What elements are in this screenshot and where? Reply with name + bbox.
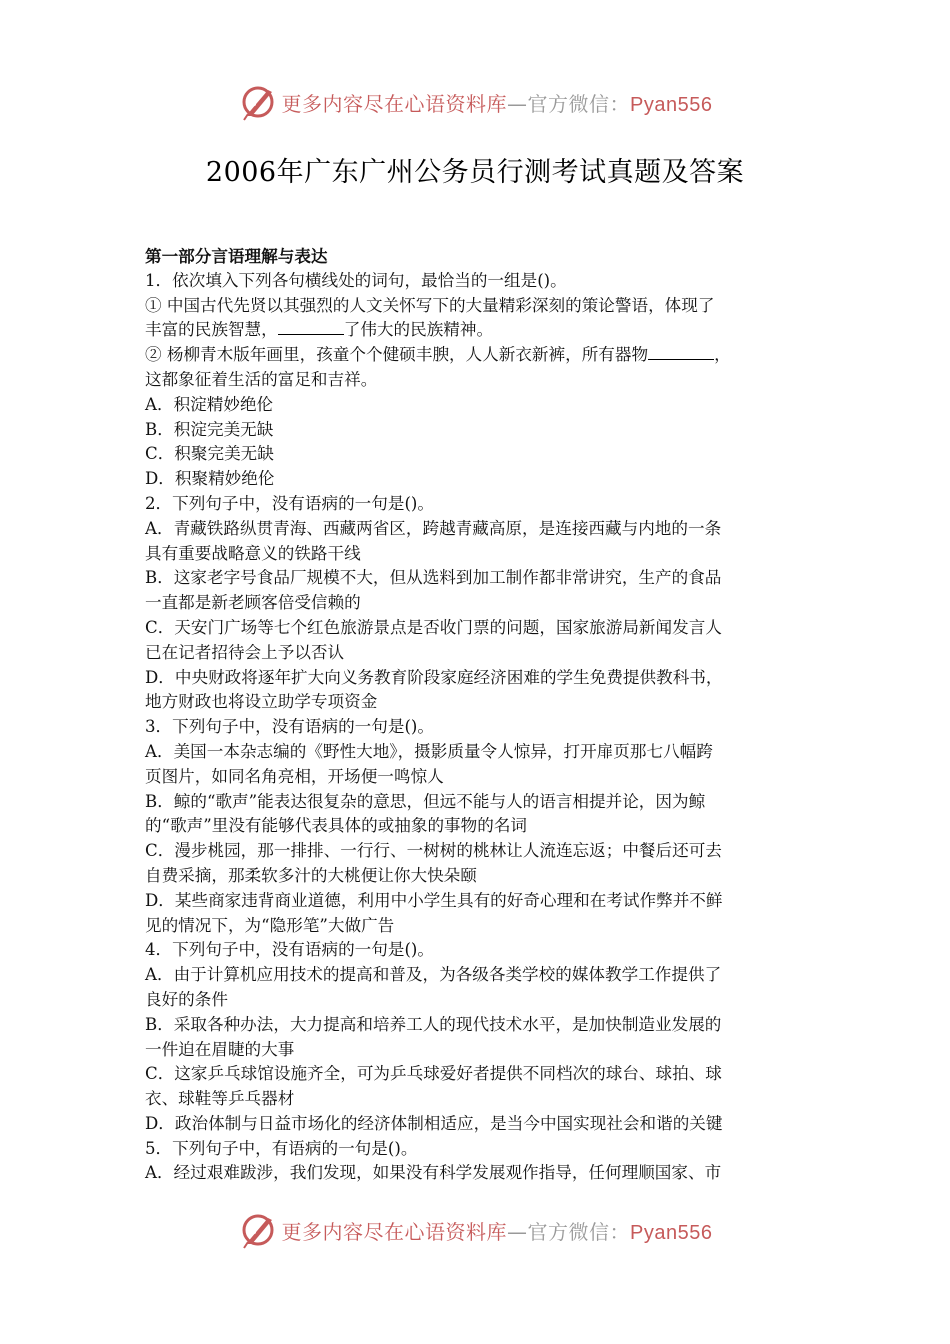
section-heading: 第一部分言语理解与表达 xyxy=(145,246,328,266)
q2-option-a-line-2: 具有重要战略意义的铁路干线 xyxy=(145,543,361,563)
q3-option-d-line-1: D．某些商家违背商业道德，利用中小学生具有的好奇心理和在考试作弊并不鲜 xyxy=(145,890,723,910)
q4-option-a-line-2: 良好的条件 xyxy=(145,989,228,1009)
banner-wechat-id: Pyan556 xyxy=(630,93,713,116)
q1-option-c: C．积聚完美无缺 xyxy=(145,444,274,464)
q3-option-a-line-1: A．美国一本杂志编的《野性大地》，摄影质量令人惊异，打开扉页那七八幅跨 xyxy=(145,741,713,761)
q1-sentence-1-prefix: 丰富的民族智慧， xyxy=(145,320,278,340)
q2-option-b-line-1: B．这家老字号食品厂规模不大，但从选料到加工制作都非常讲究，生产的食品 xyxy=(145,568,722,588)
q4-stem: 4．下列句子中，没有语病的一句是()。 xyxy=(145,940,435,960)
q2-option-d-line-2: 地方财政也将设立助学专项资金 xyxy=(145,692,378,712)
q2-option-c-line-2: 已在记者招待会上予以否认 xyxy=(145,642,345,662)
q1-option-a: A．积淀精妙绝伦 xyxy=(145,394,274,414)
banner-wechat-label: 官方微信： xyxy=(527,1219,631,1244)
q1-sentence-2-line-2: 这都象征着生活的富足和吉祥。 xyxy=(145,369,378,389)
q1-sentence-1-line-2 xyxy=(145,318,810,343)
q4-option-b-line-1: B．采取各种办法，大力提高和培养工人的现代技术水平，是加快制造业发展的 xyxy=(145,1014,722,1034)
banner-wechat-id: Pyan556 xyxy=(630,1221,713,1244)
q4-option-a-line-1: A．由于计算机应用技术的提高和普及，为各级各类学校的媒体教学工作提供了 xyxy=(145,965,722,985)
q1-option-b: B．积淀完美无缺 xyxy=(145,419,274,439)
q2-stem: 2．下列句子中，没有语病的一句是()。 xyxy=(145,493,435,513)
q4-option-b-line-2: 一件迫在眉睫的大事 xyxy=(145,1039,295,1059)
footer-banner xyxy=(0,1208,950,1252)
fill-blank xyxy=(278,319,344,335)
q4-option-c-line-1: C．这家乒乓球馆设施齐全，可为乒乓球爱好者提供不同档次的球台、球拍、球 xyxy=(145,1064,722,1084)
fill-blank xyxy=(648,344,714,360)
q4-option-d-line-1: D．政治体制与日益市场化的经济体制相适应，是当今中国实现社会和谐的关键 xyxy=(145,1113,723,1133)
q1-stem: 1．依次填入下列各句横线处的词句，最恰当的一组是()。 xyxy=(145,270,567,290)
q3-option-b-line-1: B．鲸的“歌声”能表达很复杂的意思，但远不能与人的语言相提并论，因为鲸 xyxy=(145,791,706,811)
q2-option-c-line-1: C．天安门广场等七个红色旅游景点是否收门票的问题，国家旅游局新闻发言人 xyxy=(145,617,722,637)
banner-main-text: 更多内容尽在心语资料库 xyxy=(281,1219,508,1244)
q2-option-d-line-1: D．中央财政将逐年扩大向义务教育阶段家庭经济困难的学生免费提供教科书， xyxy=(145,667,723,687)
q1-sentence-2-comma: ， xyxy=(714,345,731,365)
q5-stem: 5．下列句子中，有语病的一句是()。 xyxy=(145,1138,418,1158)
q2-option-a-line-1: A．青藏铁路纵贯青海、西藏两省区，跨越青藏高原，是连接西藏与内地的一条 xyxy=(145,518,722,538)
q1-option-d: D．积聚精妙绝伦 xyxy=(145,469,275,489)
document-body xyxy=(145,244,810,1186)
banner-separator: — xyxy=(507,1219,528,1244)
banner-main-text: 更多内容尽在心语资料库 xyxy=(281,91,508,116)
q2-option-b-line-2: 一直都是新老顾客倍受信赖的 xyxy=(145,593,361,613)
q3-option-c-line-2: 自费采摘，那柔软多汁的大桃便让你大快朵颐 xyxy=(145,865,477,885)
header-banner xyxy=(0,80,950,124)
q4-option-c-line-2: 衣、球鞋等乒乓器材 xyxy=(145,1089,295,1109)
q1-sentence-2-line-1 xyxy=(145,343,810,368)
q3-option-a-line-2: 页图片，如同名角亮相，开场便一鸣惊人 xyxy=(145,766,444,786)
banner-separator: — xyxy=(507,91,528,116)
page-title: 2006年广东广州公务员行测考试真题及答案 xyxy=(205,157,745,188)
q1-sentence-1-line-1: ① 中国古代先贤以其强烈的人文关怀写下的大量精彩深刻的策论警语，体现了 xyxy=(145,295,715,315)
banner-text xyxy=(282,1216,713,1245)
q5-option-a-line-1: A．经过艰难跋涉，我们发现，如果没有科学发展观作指导，任何理顺国家、市 xyxy=(145,1163,722,1183)
banner-text xyxy=(282,88,713,117)
q3-option-d-line-2: 见的情况下，为“隐形笔”大做广告 xyxy=(145,915,395,935)
quill-logo-icon xyxy=(238,82,278,122)
q1-sentence-2-prefix: ② 杨柳青木版年画里，孩童个个健硕丰腴，人人新衣新裤，所有器物 xyxy=(145,345,649,365)
q3-stem: 3．下列句子中，没有语病的一句是()。 xyxy=(145,717,435,737)
quill-logo-icon xyxy=(238,1210,278,1250)
q3-option-b-line-2: 的“歌声”里没有能够代表具体的或抽象的事物的名词 xyxy=(145,816,528,836)
banner-wechat-label: 官方微信： xyxy=(527,91,631,116)
q1-sentence-1-suffix: 了伟大的民族精神。 xyxy=(343,320,494,340)
q3-option-c-line-1: C．漫步桃园，那一排排、一行行、一树树的桃林让人流连忘返；中餐后还可去 xyxy=(145,841,722,861)
